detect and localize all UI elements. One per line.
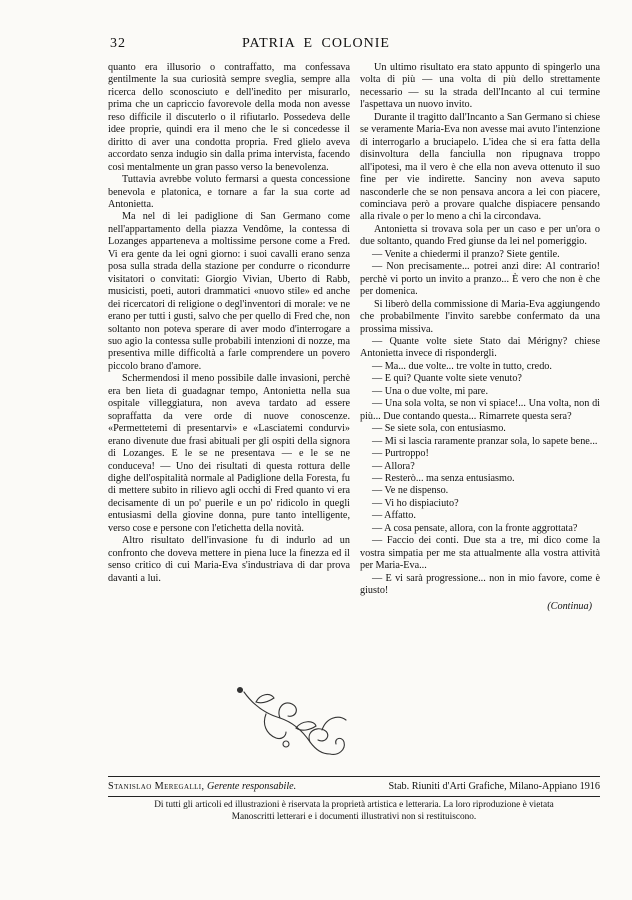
dialogue-line: — Vi ho dispiaciuto? xyxy=(372,497,459,509)
page-number: 32 xyxy=(110,36,126,51)
paragraph: Schermendosi il meno possibile dalle invasioni, perchè era ben lieta di guadagnar tempo, Antonietta nella sua ospitale villeggiatura, non aveva tardato ad essere sopraffatta da vere orde di nuove conoscenze. «Permettetemi di presentarvi» e «Lasciatemi condurvi» erano divenute due frasi abituali per gli ospiti della signora di Lozanges. E le se ne presentava — e le se ne conduceva! — Uno dei risultati di questa rottura delle dighe dell'ospitalità normale al Padiglione della Foresta, fu di mettere subito in rilievo agli occhi di Fred quanto vi era decisamente di un po' puerile e un po' ridicolo in quegli entusiasmi della giovine donna, pure tanto intelligente, verso cose e persone con l'etichetta della novità. xyxy=(108,373,350,534)
dialogue-line: — Purtroppo! xyxy=(372,448,429,460)
printer-credit: Stab. Riuniti d'Arti Grafiche, Milano-Appiano 1916 xyxy=(388,781,600,792)
decorative-vignette xyxy=(226,684,368,764)
dialogue-line: — E qui? Quante volte siete venuto? xyxy=(372,373,522,385)
paragraph: Altro risultato dell'invasione fu di indurlo ad un confronto che doveva mettere in piena luce la finezza ed il senso critico di cui Maria-Eva s'industriava di dar prova davanti a lui. xyxy=(108,535,350,584)
dialogue-line: — Una sola volta, se non vi spiace!... Una volta, non di più... Due contando questa... Rimarrete questa sera? xyxy=(360,398,600,422)
journal-title: PATRIA E COLONIE xyxy=(242,36,390,51)
vignette-flourish xyxy=(330,738,344,754)
paragraph: Durante il tragitto dall'Incanto a San Germano si chiese se veramente Maria-Eva non avesse mai avuto l'intenzione di interrogarlo a bruciapelo. L'idea che si era fatta della disinvoltura della fanciulla non ripugnava troppo all'ipotesi, ma il vero è che ella non aveva ottenuto il suo fine per vie indirette. Sanciny non aveva saputo nasconderle che se non pensava ancora a lei con piacere, cominciava però a provare qualche dispiacere pensando alla rivale o per lo meno a chi la circondava. xyxy=(360,111,600,223)
right-column xyxy=(360,62,600,614)
gerente-role: Gerente responsabile. xyxy=(207,781,297,792)
vignette-dot xyxy=(283,741,289,747)
paragraph: Un ultimo risultato era stato appunto di spingerlo una volta di più — una volta di più dello strettamente necessario — su la strada dell'Incanto al cui termine l'aspettava un nuovo invito. xyxy=(360,62,600,111)
left-column xyxy=(108,62,350,585)
running-header xyxy=(0,36,632,56)
dialogue-line: — Venite a chiedermi il pranzo? Siete gentile. xyxy=(372,248,560,260)
paragraph: Tuttavia avrebbe voluto fermarsi a questa concessione benevola e platonica, e tornare a far la sua corte ad Antonietta. xyxy=(108,174,350,210)
vignette-dot xyxy=(238,688,243,693)
dialogue-line: — Resterò... ma senza entusiasmo. xyxy=(372,472,515,484)
imprint-line xyxy=(108,781,600,792)
dialogue-line: — Se siete sola, con entusiasmo. xyxy=(372,423,506,435)
vignette-tendril xyxy=(322,717,346,730)
dialogue-line: — Mi si lascia raramente pranzar sola, lo sapete bene... xyxy=(372,435,598,447)
dialogue-line: — A cosa pensate, allora, con la fronte aggrottata? xyxy=(372,522,578,534)
footer-rule-top xyxy=(108,776,600,777)
dialogue-line: — Una o due volte, mi pare. xyxy=(372,385,488,397)
dialogue-line: — Allora? xyxy=(372,460,415,472)
footer-rule-bottom xyxy=(108,796,600,797)
dialogue-line: — Quante volte siete Stato dai Mérigny? chiese Antonietta invece di rispondergli. xyxy=(360,335,600,360)
gerente-credit xyxy=(108,781,296,792)
continued-note: (Continua) xyxy=(547,601,592,613)
paragraph: quanto era illusorio o contraffatto, ma confessava gentilmente la sua curiosità sempre sveglia, sempre alla ricerca dello sconosciuto e dell'inedito per misurarlo, prima che un capriccio favorevole della moda non avesse reso difficile il discuterlo o il rifiutarlo. Possedeva delle idee proprie, quindi era il meno che le si concedesse il diritto di aver una condotta propria. Fred glielo aveva accordato senza indugio sin dalla prima intervista, facendo così mentalmente un gran passo verso la benevolenza. xyxy=(108,62,350,173)
vignette-tendril xyxy=(264,714,286,739)
dialogue-line: — Ve ne dispenso. xyxy=(372,485,449,497)
paragraph: Si liberò della commissione di Maria-Eva aggiungendo che probabilmente l'invito sarebbe confermato da una prossima missiva. xyxy=(360,298,600,335)
paragraph: Antonietta si trovava sola per un caso e per un'ora o due soltanto, quando Fred giunse da lei nel pomeriggio. xyxy=(360,223,600,248)
rights-line: Di tutti gli articoli ed illustrazioni è riservata la proprietà artistica e letteraria. La loro riproduzione è vietata xyxy=(154,800,554,810)
dialogue-line: — E vi sarà progressione... non in mio favore, come è giusto! xyxy=(360,572,600,597)
vignette-leaf xyxy=(256,695,274,703)
dialogue-line: — Non precisamente... potrei anzi dire: Al contrario! perchè vi porto un invito a pranzo... È vero che non è che per domenica. xyxy=(360,261,600,298)
rights-notice xyxy=(108,800,600,823)
gerente-name: Stanislao Meregalli, xyxy=(108,781,205,792)
dialogue-line: — Affatto. xyxy=(372,510,416,522)
dialogue-line: — Ma... due volte... tre volte in tutto, credo. xyxy=(372,360,552,372)
vignette-scroll xyxy=(309,729,328,742)
vignette-scroll xyxy=(279,703,296,718)
rights-line: Manoscritti letterari e i documenti illustrativi non si restituiscono. xyxy=(231,811,477,822)
dialogue-line: — Faccio dei conti. Due sta a tre, mi dico come la vostra simpatia per me sta attualmente alla vostra attività per Maria-Eva... xyxy=(360,535,600,572)
paragraph: Ma nel di lei padiglione di San Germano come nell'appartamento della piazza Vendôme, la contessa di Lozanges apparteneva a moltissime persone come a Fred. Vi era gente da lei ogni giorno: i suoi cavalli erano senza posa sulla strada della stazione per condurre o ricondurre visitatori o convitati: Giorgio Vivian, Uberto di Rabb, musicisti, poeti, autori drammatici «nuovo stile» ed anche dei ricercatori di religione o degl'inventori di morale: ve ne erano per tutti i gusti, salvo che per quello di Fred che, non soltanto non poteva sperare di aver modo d'interrogare a suo agio la contessa sulle probabili intenzioni di nozze, ma presentiva mille difficoltà a farle comprendere un povero piccolo brano d'amore. xyxy=(108,211,350,372)
